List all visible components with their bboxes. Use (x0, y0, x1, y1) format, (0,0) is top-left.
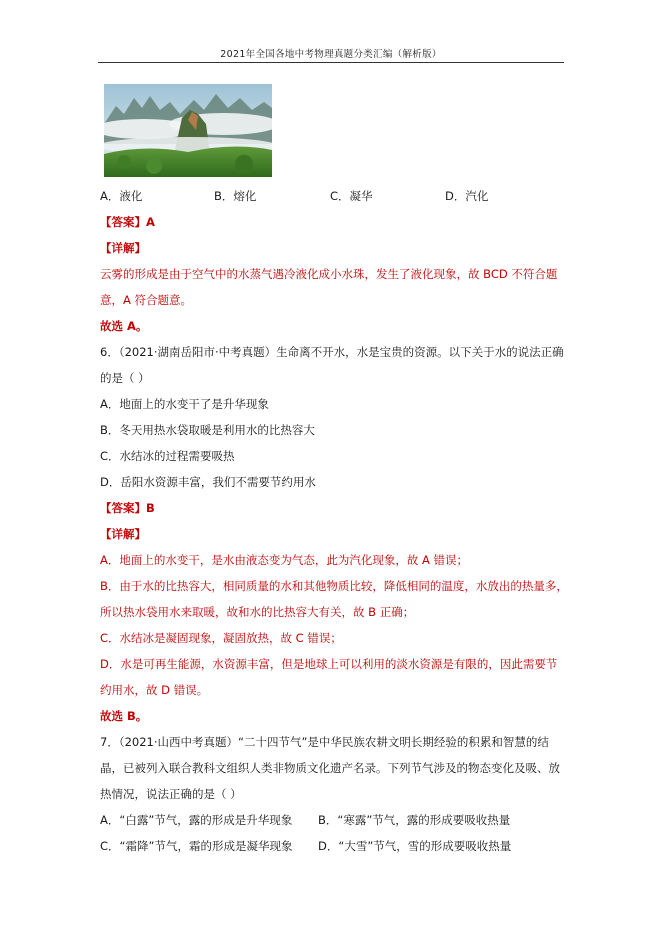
q5-option-a: A．液化 (100, 189, 143, 203)
q5-explanation-line: 意，A 符合题意。 (100, 293, 193, 307)
q6-stem-line: 6．（2021·湖南岳阳市·中考真题）生命离不开水，水是宝贵的资源。以下关于水的说法正确 (100, 345, 564, 359)
mountain-fog-photo (104, 84, 272, 177)
q5-option-c: C．凝华 (330, 189, 373, 203)
q6-answer: 【答案】B (100, 501, 155, 515)
q7-stem-line: 7．（2021·山西中考真题）“二十四节气”是中华民族农耕文明长期经验的积累和智慧的结 (100, 735, 549, 749)
q7-stem-line: 热情况，说法正确的是（ ） (100, 787, 242, 801)
q6-conclusion: 故选 B。 (100, 709, 148, 723)
q6-option-d: D．岳阳水资源丰富，我们不需要节约用水 (100, 475, 316, 489)
q7-option-b: B．“寒露”节气，露的形成要吸收热量 (318, 813, 511, 827)
q7-stem-line: 晶，已被列入联合教科文组织人类非物质文化遗产名录。下列节气涉及的物态变化及吸、放 (100, 761, 560, 775)
q6-option-b: B．冬天用热水袋取暖是利用水的比热容大 (100, 423, 315, 437)
q5-conclusion: 故选 A。 (100, 319, 148, 333)
page-header: 2021年全国各地中考物理真题分类汇编（解析版） (220, 49, 442, 60)
q6-explanation-line: D．水是可再生能源，水资源丰富，但是地球上可以利用的淡水资源是有限的，因此需要节 (100, 657, 558, 671)
q6-explanation-line: A．地面上的水变干，是水由液态变为气态，此为汽化现象，故 A 错误； (100, 553, 469, 567)
q6-detail-label: 【详解】 (100, 527, 146, 541)
q6-option-c: C．水结冰的过程需要吸热 (100, 449, 235, 463)
q5-explanation-line: 云雾的形成是由于空气中的水蒸气遇冷液化成小水珠，发生了液化现象，故 BCD 不符合题 (100, 267, 558, 281)
q5-option-d: D．汽化 (445, 189, 489, 203)
q6-stem-line: 的是（ ） (100, 371, 150, 385)
q6-explanation-line: 约用水，故 D 错误。 (100, 683, 209, 697)
q5-detail-label: 【详解】 (100, 241, 146, 255)
header-divider (98, 62, 564, 63)
q6-explanation-line: C．水结冰是凝固现象，凝固放热，故 C 错误； (100, 631, 342, 645)
q7-option-c: C．“霜降”节气，霜的形成是凝华现象 (100, 839, 293, 853)
q7-option-a: A．“白露”节气，露的形成是升华现象 (100, 813, 293, 827)
q6-explanation-line: B．由于水的比热容大，相同质量的水和其他物质比较，降低相同的温度，水放出的热量多， (100, 579, 568, 593)
q5-answer: 【答案】A (100, 215, 155, 229)
q6-option-a: A．地面上的水变干了是升华现象 (100, 397, 269, 411)
q6-explanation-line: 所以热水袋用水来取暖，故和水的比热容大有关，故 B 正确； (100, 605, 415, 619)
q7-option-d: D．“大雪”节气，雪的形成要吸收热量 (318, 839, 512, 853)
q5-option-b: B．熔化 (214, 189, 257, 203)
